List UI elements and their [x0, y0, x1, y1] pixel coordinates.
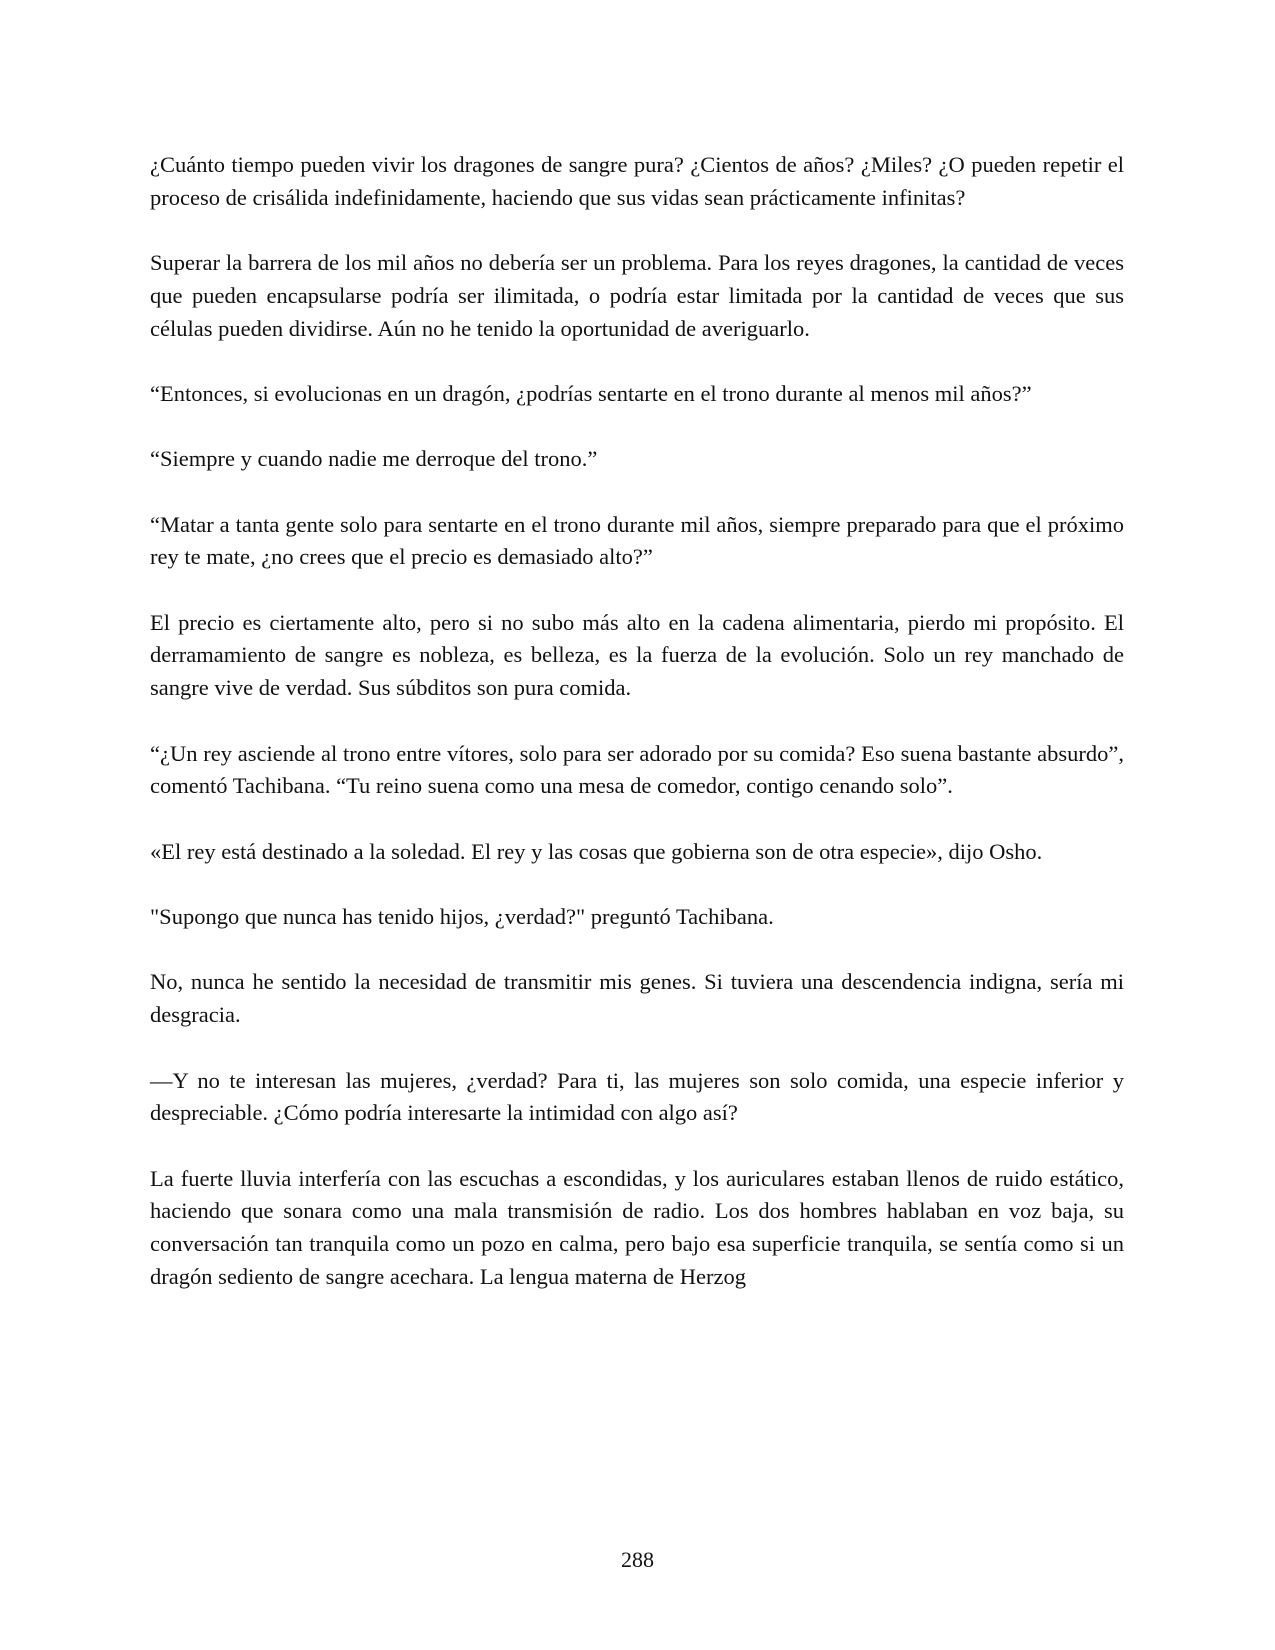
paragraph-food-chain: El precio es ciertamente alto, pero si no subo más alto en la cadena alimentaria, pierdo mi propósito. El derramamiento de sangre es nobleza, es belleza, es la fuerza de la evolución. Solo un rey manchado de sangre vive de verdad. Sus súbditos son pura comida. [150, 609, 1124, 701]
paragraph-genes: No, nunca he sentido la necesidad de transmitir mis genes. Si tuviera una descendencia indigna, sería mi desgracia. [150, 969, 1124, 1028]
page-body [150, 149, 1124, 1326]
paragraph-dialogue-women: —Y no te interesan las mujeres, ¿verdad? Para ti, las mujeres son solo comida, una especie inferior y despreciable. ¿Cómo podría interesarte la intimidad con algo así? [150, 1067, 1124, 1126]
paragraph-dialogue-evolve-dragon: “Entonces, si evolucionas en un dragón, ¿podrías sentarte en el trono durante al menos mil años?” [150, 380, 1032, 406]
paragraph-thousand-years: Superar la barrera de los mil años no debería ser un problema. Para los reyes dragones, la cantidad de veces que pueden encapsularse podría ser ilimitada, o podría estar limitada por la cantidad de veces que sus células pueden dividirse. Aún no he tenido la oportunidad de averiguarlo. [150, 250, 1124, 341]
paragraph-dialogue-children: "Supongo que nunca has tenido hijos, ¿verdad?" preguntó Tachibana. [150, 904, 774, 930]
paragraph-dialogue-solitude: «El rey está destinado a la soledad. El rey y las cosas que gobierna son de otra especie», dijo Osho. [150, 838, 1043, 864]
paragraph-dialogue-price: “Matar a tanta gente solo para sentarte en el trono durante mil años, siempre preparado para que el próximo rey te mate, ¿no crees que el precio es demasiado alto?” [150, 511, 1124, 570]
paragraph-rain-eavesdropping: La fuerte lluvia interfería con las escuchas a escondidas, y los auriculares estaban llenos de ruido estático, haciendo que sonara como una mala transmisión de radio. Los dos hombres hablaban en voz baja, su conversación tan tranquila como un pozo en calma, pero bajo esa superficie tranquila, se sentía como si un dragón sediento de sangre acechara. La lengua materna de Herzog [150, 1165, 1124, 1289]
paragraph-dialogue-overthrow: “Siempre y cuando nadie me derroque del trono.” [150, 446, 598, 472]
paragraph-lifespan-question: ¿Cuánto tiempo pueden vivir los dragones de sangre pura? ¿Cientos de años? ¿Miles? ¿O pueden repetir el proceso de crisálida indefinidamente, haciendo que sus vidas sean prácticamente infinitas? [150, 152, 1124, 210]
paragraph-dialogue-absurd: “¿Un rey asciende al trono entre vítores, solo para ser adorado por su comida? Eso suena bastante absurdo”, comentó Tachibana. “Tu reino suena como una mesa de comedor, contigo cenando solo”. [150, 740, 1124, 799]
page-number: 288 [621, 1547, 654, 1572]
